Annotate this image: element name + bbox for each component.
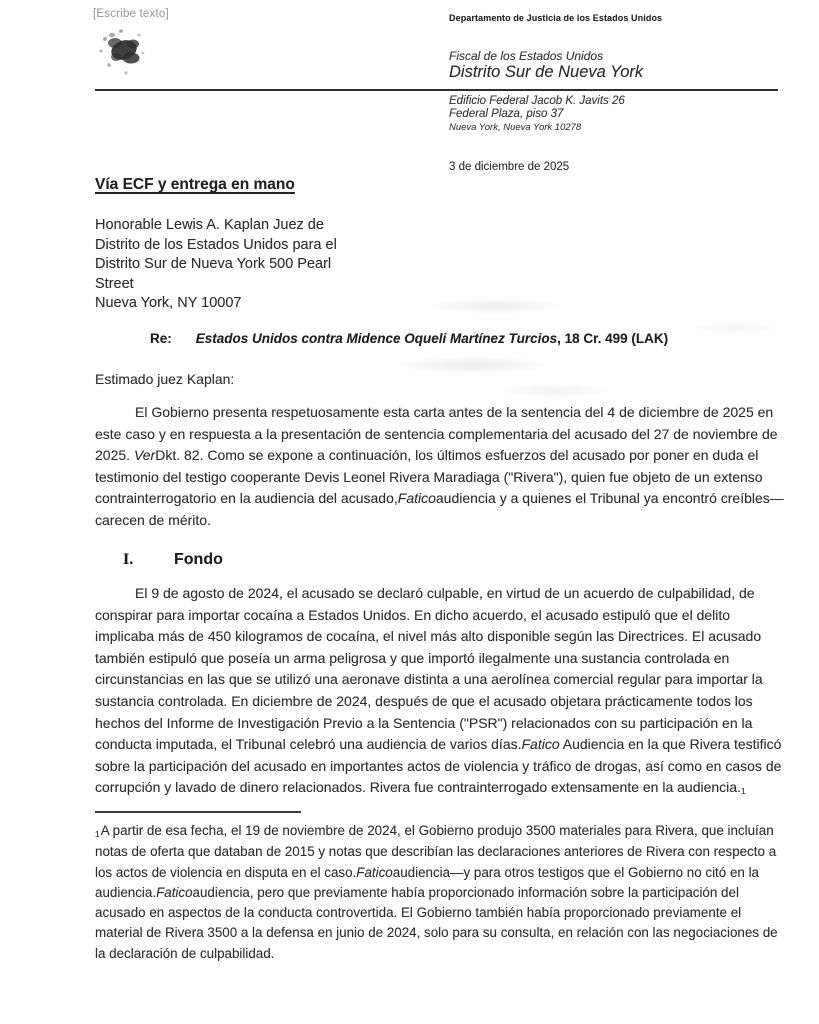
recipient-line: Distrito de los Estados Unidos para el xyxy=(95,236,337,253)
recipient-line: Distrito Sur de Nueva York 500 Pearl xyxy=(95,256,332,273)
recipient-line: Nueva York, NY 10007 xyxy=(95,295,242,312)
scan-artifact xyxy=(398,356,548,374)
delivery-method: Vía ECF y entrega en mano xyxy=(95,176,295,193)
scan-artifact xyxy=(690,322,780,334)
re-line xyxy=(150,331,668,346)
recipient-line: Street xyxy=(95,275,134,292)
salutation: Estimado juez Kaplan: xyxy=(95,371,235,387)
body-paragraph-1: El Gobierno presenta respetuosamente esta carta antes de la sentencia del 4 de diciembre de 2025 en este caso y en respuesta a la presentación de sentencia complementaria del acusado del 27 de noviembre de 2025. VerDkt. 82. Como se expone a continuación, los últimos esfuerzos del acusado por poner en duda el testimonio del testigo cooperante Devis Leonel Rivera Maradiaga ("Rivera"), quien fue objeto de un extenso contrainterrogatorio en la audiencia del acusado,Faticoaudiencia y a quienes el Tribunal ya encontró creíbles—carecen de mérito. xyxy=(95,404,784,528)
scan-artifact xyxy=(500,384,610,398)
ink-stamp-icon xyxy=(90,20,168,82)
footnote-divider xyxy=(95,811,301,813)
re-label: Re: xyxy=(150,331,172,346)
recipient-address xyxy=(95,216,337,314)
office-title: Fiscal de los Estados Unidos xyxy=(449,49,604,63)
case-caption: Estados Unidos contra Midence Oqueli Martínez Turcios, 18 Cr. 499 (LAK) xyxy=(195,331,669,346)
letter-date: 3 de diciembre de 2025 xyxy=(449,161,570,173)
recipient-line: Honorable Lewis A. Kaplan Juez de xyxy=(95,217,324,233)
scan-artifact xyxy=(430,298,560,314)
section-number: I. xyxy=(123,551,134,568)
address-line-3: Nueva York, Nueva York 10278 xyxy=(449,122,582,133)
body-paragraph-2: El 9 de agosto de 2024, el acusado se declaró culpable, en virtud de un acuerdo de culpabilidad, de conspirar para importar cocaína a Estados Unidos. En dicho acuerdo, el acusado estipuló que el delito implicaba más de 450 kilogramos de cocaína, el nivel más alto disponible según las Directrices. El acusado también estipuló que poseía un arma peligrosa y que importó ilegalmente una sustancia controlada en circunstancias en las que se utilizó una aeronave distinta a una aerolínea comercial regular para importar la sustancia controlada. En diciembre de 2024, después de que el acusado objetara prácticamente todos los hechos del Informe de Investigación Previo a la Sentencia ("PSR") relacionados con su participación en la conducta imputada, el Tribunal celebró una audiencia de varios días.Fatico Audiencia en la que Rivera testificó sobre la participación del acusado en importantes actos de violencia y tráfico de drogas, así como en casos de corrupción y lavado de dinero relacionados. Rivera fue contrainterrogado extensamente en la audiencia.1 xyxy=(95,585,782,797)
footnote-text: 1A partir de esa fecha, el 19 de noviembre de 2024, el Gobierno produjo 3500 materiales para Rivera, que incluían notas de oferta que databan de 2015 y notas que describían las declaraciones anteriores de Rivera con respecto a los actos de violencia en disputa en el caso.Faticoaudiencia—y para otros testigos que el Gobierno no citó en la audiencia.Faticoaudiencia, pero que previamente había proporcionado información sobre la participación del acusado en aspectos de la conducta controvertida. El Gobierno también había proporcionado previamente el material de Rivera 3500 a la defensa en junio de 2024, solo para su consulta, en relación con las negociaciones de la declaración de culpabilidad. xyxy=(95,823,778,961)
ink-blot-graphic xyxy=(90,20,168,82)
header-divider xyxy=(95,89,778,91)
word-placeholder-text: [Escribe texto] xyxy=(93,8,169,20)
section-title: Fondo xyxy=(174,551,223,568)
district-title: Distrito Sur de Nueva York xyxy=(449,63,644,81)
address-line-1: Edificio Federal Jacob K. Javits 26 xyxy=(449,95,625,107)
agency-name: Departamento de Justicia de los Estados Unidos xyxy=(449,13,663,23)
address-line-2: Federal Plaza, piso 37 xyxy=(449,108,564,120)
